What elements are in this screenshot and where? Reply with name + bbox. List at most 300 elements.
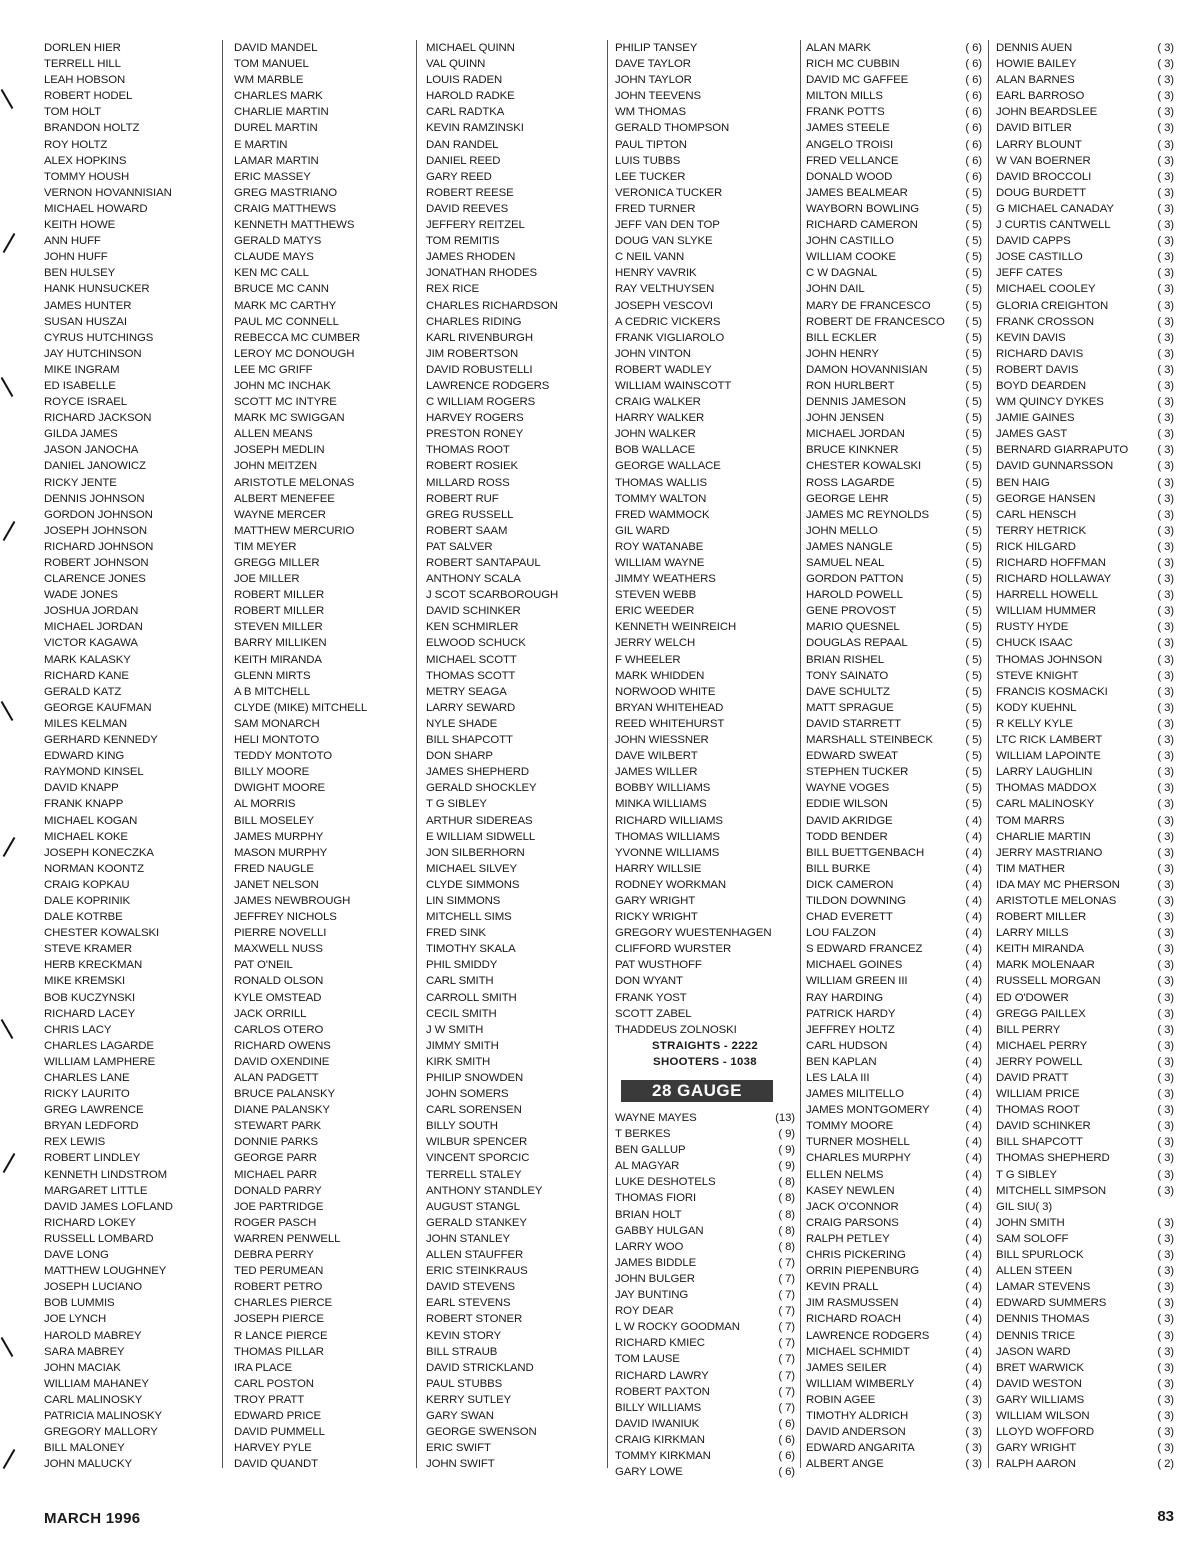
shooter-name: GILDA JAMES: [44, 428, 118, 441]
list-item: [806, 877, 982, 893]
shooter-score: ( 4): [965, 1361, 982, 1374]
shooter-name: TODD BENDER: [806, 830, 888, 843]
shooter-name: BOB WALLACE: [615, 444, 696, 457]
list-item: [806, 1376, 982, 1392]
list-item: [426, 40, 604, 56]
list-item: [234, 813, 412, 829]
list-item: [996, 426, 1174, 442]
list-item: [234, 668, 412, 684]
list-item: [426, 1167, 604, 1183]
list-item: [615, 298, 795, 314]
shooter-name: T BERKES: [615, 1128, 671, 1141]
shooter-name: CHARLES RIDING: [426, 315, 522, 328]
list-item: [996, 1199, 1174, 1215]
shooter-name: MICHAEL JORDAN: [806, 428, 905, 441]
list-item: [234, 829, 412, 845]
shooter-name: BILL BURKE: [806, 862, 871, 875]
shooter-score: ( 3): [1157, 557, 1174, 569]
list-item: [234, 587, 412, 603]
list-item: [44, 764, 214, 780]
list-item: [806, 1392, 982, 1408]
shooter-name: KEN MC CALL: [234, 267, 309, 280]
shooter-name: C WILLIAM ROGERS: [426, 396, 536, 409]
list-item: [234, 458, 412, 474]
shooter-name: PAUL MC CONNELL: [234, 315, 339, 328]
shooter-name: LOUIS RADEN: [426, 74, 503, 87]
shooter-name: GEORGE HANSEN: [996, 492, 1096, 505]
shooter-score: ( 5): [965, 717, 982, 730]
list-item: [996, 40, 1174, 56]
shooter-name: EDWARD ANGARITA: [806, 1442, 915, 1455]
shooter-name: BILL SHAPCOTT: [996, 1136, 1083, 1149]
margin-mark: [1, 89, 14, 109]
shooter-score: ( 6): [965, 122, 982, 135]
shooter-score: ( 3): [1157, 1055, 1174, 1068]
list-item: [234, 925, 412, 941]
shooter-score: ( 4): [965, 927, 982, 940]
shooter-name: CHAD EVERETT: [806, 911, 893, 924]
list-item: [44, 603, 214, 619]
shooter-score: ( 5): [965, 766, 982, 779]
list-item: [806, 281, 982, 297]
list-item: [806, 88, 982, 104]
shooter-name: BEN HAIG: [996, 476, 1050, 489]
list-item: [44, 56, 214, 72]
list-item: [44, 668, 214, 684]
shooter-name: JOSE CASTILLO: [996, 251, 1083, 264]
shooter-name: HARVEY PYLE: [234, 1442, 312, 1455]
shooter-name: DOUG VAN SLYKE: [615, 235, 713, 248]
list-item: [996, 410, 1174, 426]
shooter-name: GARY LOWE: [615, 1466, 683, 1479]
list-item: [234, 56, 412, 72]
page-number: 83: [1157, 1508, 1174, 1525]
shooter-name: MICHAEL SILVEY: [426, 862, 518, 875]
shooter-score: ( 3): [1157, 251, 1174, 264]
shooter-name: THOMAS ROOT: [996, 1104, 1080, 1117]
list-item: [996, 732, 1174, 748]
shooter-name: KEN SCHMIRLER: [426, 621, 519, 634]
shooter-name: BRUCE MC CANN: [234, 283, 329, 296]
shooter-name: JOHN SMITH: [996, 1216, 1065, 1229]
list-item: [234, 410, 412, 426]
shooter-name: STEPHEN TUCKER: [806, 766, 909, 779]
shooter-name: CHARLIE MARTIN: [234, 106, 329, 119]
list-item: [234, 298, 412, 314]
shooter-score: ( 6): [778, 1466, 795, 1479]
shooter-name: RUSTY HYDE: [996, 621, 1069, 634]
list-item: [996, 346, 1174, 362]
shooter-name: WM QUINCY DYKES: [996, 396, 1104, 409]
list-item: [615, 265, 795, 281]
shooter-name: ERIC WEEDER: [615, 605, 695, 618]
shooter-name: EDWARD SWEAT: [806, 750, 898, 763]
list-item: [44, 169, 214, 185]
shooter-score: ( 3): [1157, 1265, 1174, 1278]
shooter-name: CYRUS HUTCHINGS: [44, 331, 154, 344]
shooter-name: LUIS TUBBS: [615, 154, 681, 167]
shooter-score: ( 3): [1157, 1426, 1174, 1439]
list-item: [806, 507, 982, 523]
shooter-name: JOSEPH MEDLIN: [234, 444, 325, 457]
shooter-name: RODNEY WORKMAN: [615, 878, 727, 891]
shooter-name: MAXWELL NUSS: [234, 943, 323, 956]
shooter-name: JAMES GAST: [996, 428, 1068, 441]
shooter-score: ( 3): [1157, 991, 1174, 1004]
shooter-name: WILLIAM GREEN III: [806, 975, 908, 988]
list-item: [615, 700, 795, 716]
shooter-name: JEFFREY NICHOLS: [234, 911, 337, 924]
list-item: [996, 700, 1174, 716]
list-item: [996, 668, 1174, 684]
list-item: [806, 780, 982, 796]
list-item: [806, 137, 982, 153]
list-item: [996, 1376, 1174, 1392]
list-item: [44, 523, 214, 539]
list-item: [426, 362, 604, 378]
shooter-name: JANET NELSON: [234, 878, 319, 891]
shooter-score: ( 5): [965, 750, 982, 763]
list-item: [806, 523, 982, 539]
list-item: [996, 603, 1174, 619]
shooter-name: JAMES MC REYNOLDS: [806, 508, 929, 521]
shooter-name: AL MAGYAR: [615, 1160, 680, 1173]
list-item: [806, 700, 982, 716]
list-item: [44, 1054, 214, 1070]
list-item: [234, 1070, 412, 1086]
list-item: [996, 1038, 1174, 1054]
shooter-score: ( 8): [778, 1176, 795, 1189]
list-item: [806, 233, 982, 249]
list-item: [996, 442, 1174, 458]
shooter-name: SCOTT ZABEL: [615, 1007, 692, 1020]
shooter-score: ( 4): [965, 1104, 982, 1117]
list-item: [234, 314, 412, 330]
shooter-name: THOMAS SHEPHERD: [996, 1152, 1110, 1165]
list-item: [44, 571, 214, 587]
shooter-name: ROY HOLTZ: [44, 138, 108, 151]
shooter-score: ( 4): [965, 1055, 982, 1068]
list-item: [806, 1215, 982, 1231]
shooter-score: ( 5): [965, 637, 982, 650]
shooter-score: ( 2): [1157, 1458, 1174, 1471]
shooter-name: TIMOTHY ALDRICH: [806, 1409, 909, 1422]
list-item: [426, 877, 604, 893]
list-item: [615, 410, 795, 426]
shooter-name: JEFF VAN DEN TOP: [615, 219, 720, 232]
list-item: [234, 120, 412, 136]
shooter-name: RICK HILGARD: [996, 540, 1076, 553]
shooter-name: KASEY NEWLEN: [806, 1184, 895, 1197]
list-item: [615, 813, 795, 829]
list-item: [806, 1247, 982, 1263]
shooter-score: ( 3): [1157, 1442, 1174, 1455]
list-item: [426, 56, 604, 72]
shooter-name: LES LALA III: [806, 1072, 870, 1084]
shooter-name: JOSEPH KONECZKA: [44, 846, 154, 859]
shooter-name: WILLIAM WAYNE: [615, 557, 705, 569]
shooter-name: JOHN STANLEY: [426, 1232, 511, 1245]
shooter-name: ROY DEAR: [615, 1305, 674, 1318]
list-item: [426, 458, 604, 474]
list-item: [44, 1279, 214, 1295]
shooter-name: GEORGE WALLACE: [615, 460, 721, 473]
list-item: [615, 1239, 795, 1255]
shooter-name: JOHN MEITZEN: [234, 460, 317, 473]
list-item: [806, 72, 982, 88]
shooter-score: ( 3): [1157, 235, 1174, 248]
shooter-name: RUSSELL LOMBARD: [44, 1232, 154, 1245]
shooter-name: DAVID ROBUSTELLI: [426, 363, 533, 376]
shooter-name: CARL POSTON: [234, 1377, 314, 1390]
list-item: [996, 201, 1174, 217]
list-item: [44, 298, 214, 314]
list-item: [234, 1360, 412, 1376]
shooter-name: E WILLIAM SIDWELL: [426, 830, 536, 843]
shooter-score: ( 5): [965, 605, 982, 618]
shooter-name: JERRY WELCH: [615, 637, 696, 650]
shooter-name: JOHN TEEVENS: [615, 90, 701, 103]
list-item: [806, 394, 982, 410]
shooter-name: WILLIAM WILSON: [996, 1409, 1090, 1422]
shooter-score: ( 4): [965, 1023, 982, 1036]
shooter-score: ( 3): [1157, 90, 1174, 103]
shooter-score: ( 4): [965, 1281, 982, 1294]
list-item: [615, 1006, 795, 1022]
shooter-name: ROYCE ISRAEL: [44, 396, 127, 409]
shooter-name: DWIGHT MOORE: [234, 782, 325, 795]
list-item: [996, 1360, 1174, 1376]
shooter-name: FRANK YOST: [615, 991, 687, 1004]
shooter-name: THOMAS JOHNSON: [996, 653, 1103, 666]
shooter-name: RICHARD HOLLAWAY: [996, 573, 1112, 586]
shooter-score: ( 3): [1157, 1345, 1174, 1358]
shooter-score: ( 3): [1157, 573, 1174, 586]
shooter-score: ( 4): [965, 1168, 982, 1181]
shooter-score: ( 7): [778, 1401, 795, 1414]
list-item: [426, 748, 604, 764]
shooter-name: CRAIG WALKER: [615, 396, 701, 409]
shooter-name: JACK O'CONNOR: [806, 1200, 899, 1213]
list-item: [806, 475, 982, 491]
list-item: [996, 1311, 1174, 1327]
list-item: [806, 603, 982, 619]
shooter-name: MARGARET LITTLE: [44, 1184, 148, 1197]
shooter-name: KERRY SUTLEY: [426, 1393, 512, 1406]
shooter-name: JOHN SOMERS: [426, 1088, 509, 1101]
list-item: [426, 1456, 604, 1472]
shooter-name: CARL HUDSON: [806, 1039, 888, 1052]
list-item: [234, 571, 412, 587]
shooter-score: ( 3): [1157, 862, 1174, 875]
list-item: [996, 281, 1174, 297]
list-item: [44, 684, 214, 700]
shooter-score: ( 6): [965, 74, 982, 87]
list-item: [806, 941, 982, 957]
shooter-name: KODY KUEHNL: [996, 701, 1077, 714]
list-item: [615, 72, 795, 88]
list-item: [806, 893, 982, 909]
shooter-name: T G SIBLEY: [996, 1168, 1057, 1181]
list-item: [44, 877, 214, 893]
list-item: [234, 330, 412, 346]
shooter-name: EDWARD KING: [44, 750, 125, 763]
shooter-score: ( 3): [1157, 1216, 1174, 1229]
shooter-name: MICHAEL PERRY: [996, 1039, 1088, 1052]
list-item: [44, 700, 214, 716]
list-item: [234, 1408, 412, 1424]
margin-mark: [3, 521, 16, 541]
list-item: [996, 507, 1174, 523]
list-item: [996, 1215, 1174, 1231]
shooter-name: LAMAR STEVENS: [996, 1281, 1091, 1294]
list-item: [615, 1448, 795, 1464]
shooter-name: RALPH PETLEY: [806, 1232, 890, 1245]
list-item: [996, 1279, 1174, 1295]
list-item: [234, 748, 412, 764]
shooter-name: JONATHAN RHODES: [426, 267, 537, 280]
shooter-name: MILES KELMAN: [44, 717, 127, 730]
list-item: [996, 362, 1174, 378]
shooter-name: JIMMY SMITH: [426, 1039, 499, 1052]
shooter-name: RICHARD LOKEY: [44, 1216, 136, 1229]
shooter-name: MICHAEL GOINES: [806, 959, 903, 972]
shooter-score: ( 5): [965, 202, 982, 215]
shooter-score: ( 6): [965, 154, 982, 167]
list-item: [426, 845, 604, 861]
shooter-score: ( 6): [965, 170, 982, 183]
shooter-name: CHRIS PICKERING: [806, 1249, 906, 1262]
list-item: [426, 619, 604, 635]
shooter-name: JAMES NANGLE: [806, 540, 893, 553]
list-item: [806, 716, 982, 732]
list-item: [44, 925, 214, 941]
shooter-name: FRED NAUGLE: [234, 862, 314, 875]
list-item: [44, 748, 214, 764]
list-item: [234, 1102, 412, 1118]
list-item: [996, 88, 1174, 104]
list-item: [426, 314, 604, 330]
shooter-name: JOHN WALKER: [615, 428, 696, 441]
list-item: [234, 1006, 412, 1022]
shooter-name: CRAIG PARSONS: [806, 1216, 899, 1229]
list-item: [44, 861, 214, 877]
list-item: [996, 635, 1174, 651]
shooter-name: DAVID STEVENS: [426, 1281, 516, 1294]
list-item: [996, 1086, 1174, 1102]
shooter-score: ( 3): [1157, 396, 1174, 409]
list-item: [996, 829, 1174, 845]
shooter-name: MASON MURPHY: [234, 846, 328, 859]
list-item: [806, 909, 982, 925]
list-item: [426, 1408, 604, 1424]
list-item: [806, 1006, 982, 1022]
shooter-name: FRED SINK: [426, 927, 486, 940]
list-item: [996, 378, 1174, 394]
shooter-name: RICKY LAURITO: [44, 1088, 130, 1101]
list-item: [44, 346, 214, 362]
shooter-name: KENNETH MATTHEWS: [234, 219, 355, 232]
list-item: [996, 169, 1174, 185]
shooter-name: MIKE KREMSKI: [44, 975, 126, 988]
shooter-name: MICHAEL QUINN: [426, 42, 515, 54]
shooter-name: CARROLL SMITH: [426, 991, 517, 1004]
shooter-name: MIKE INGRAM: [44, 363, 120, 376]
shooter-name: STEVE KNIGHT: [996, 669, 1079, 682]
list-item: [615, 442, 795, 458]
shooter-name: GENE PROVOST: [806, 605, 896, 618]
list-item: [426, 1440, 604, 1456]
shooter-name: SCOTT MC INTYRE: [234, 396, 337, 409]
shooter-name: RICHARD ROACH: [806, 1313, 901, 1326]
shooter-score: ( 5): [965, 460, 982, 473]
shooter-name: JOSEPH VESCOVI: [615, 299, 713, 312]
shooter-score: ( 4): [965, 1120, 982, 1133]
list-item: [234, 281, 412, 297]
shooter-name: MARSHALL STEINBECK: [806, 734, 933, 747]
shooter-name: KENNETH WEINREICH: [615, 621, 737, 634]
shooter-name: LAMAR MARTIN: [234, 154, 319, 167]
list-item: [426, 137, 604, 153]
shooter-name: JIMMY WEATHERS: [615, 573, 716, 586]
list-item: [44, 1360, 214, 1376]
list-item: [806, 330, 982, 346]
shooter-name: GORDON PATTON: [806, 573, 904, 586]
shooter-score: ( 3): [1157, 1313, 1174, 1326]
shooter-name: EARL BARROSO: [996, 90, 1085, 103]
shooter-name: MICHAEL SCHMIDT: [806, 1345, 910, 1358]
list-item: [234, 1440, 412, 1456]
shooter-name: THOMAS FIORI: [615, 1192, 697, 1205]
list-item: [615, 475, 795, 491]
shooter-name: C W DAGNAL: [806, 267, 878, 280]
list-item: [44, 1247, 214, 1263]
shooter-name: TOM MARRS: [996, 814, 1065, 827]
list-item: [234, 1199, 412, 1215]
list-item: [615, 169, 795, 185]
list-item: [615, 619, 795, 635]
list-item: [234, 1328, 412, 1344]
list-item: [44, 394, 214, 410]
list-item: [44, 507, 214, 523]
list-item: [426, 185, 604, 201]
shooter-name: RICHARD JACKSON: [44, 412, 152, 425]
shooter-name: AL MORRIS: [234, 798, 296, 811]
list-item: [996, 796, 1174, 812]
shooter-name: ANTHONY STANDLEY: [426, 1184, 543, 1197]
shooter-name: ROBERT MILLER: [996, 911, 1087, 924]
list-item: [426, 346, 604, 362]
shooter-name: RICHARD OWENS: [234, 1039, 331, 1052]
list-item: [234, 507, 412, 523]
list-item: [615, 1384, 795, 1400]
shooter-score: ( 7): [778, 1353, 795, 1366]
list-item: [615, 1174, 795, 1190]
shooter-name: BERNARD GIARRAPUTO: [996, 444, 1129, 457]
list-item: [234, 603, 412, 619]
shooter-name: G MICHAEL CANADAY: [996, 202, 1114, 215]
shooter-name: L W ROCKY GOODMAN: [615, 1321, 740, 1334]
shooter-name: DUREL MARTIN: [234, 122, 318, 135]
shooter-score: ( 9): [778, 1160, 795, 1173]
list-item: [426, 813, 604, 829]
shooter-name: RICHARD WILLIAMS: [615, 814, 723, 827]
shooter-name: JAMES STEELE: [806, 122, 890, 135]
shooter-name: R KELLY KYLE: [996, 717, 1073, 730]
list-item: [806, 104, 982, 120]
shooter-name: JAY BUNTING: [615, 1289, 689, 1302]
list-item: [234, 137, 412, 153]
